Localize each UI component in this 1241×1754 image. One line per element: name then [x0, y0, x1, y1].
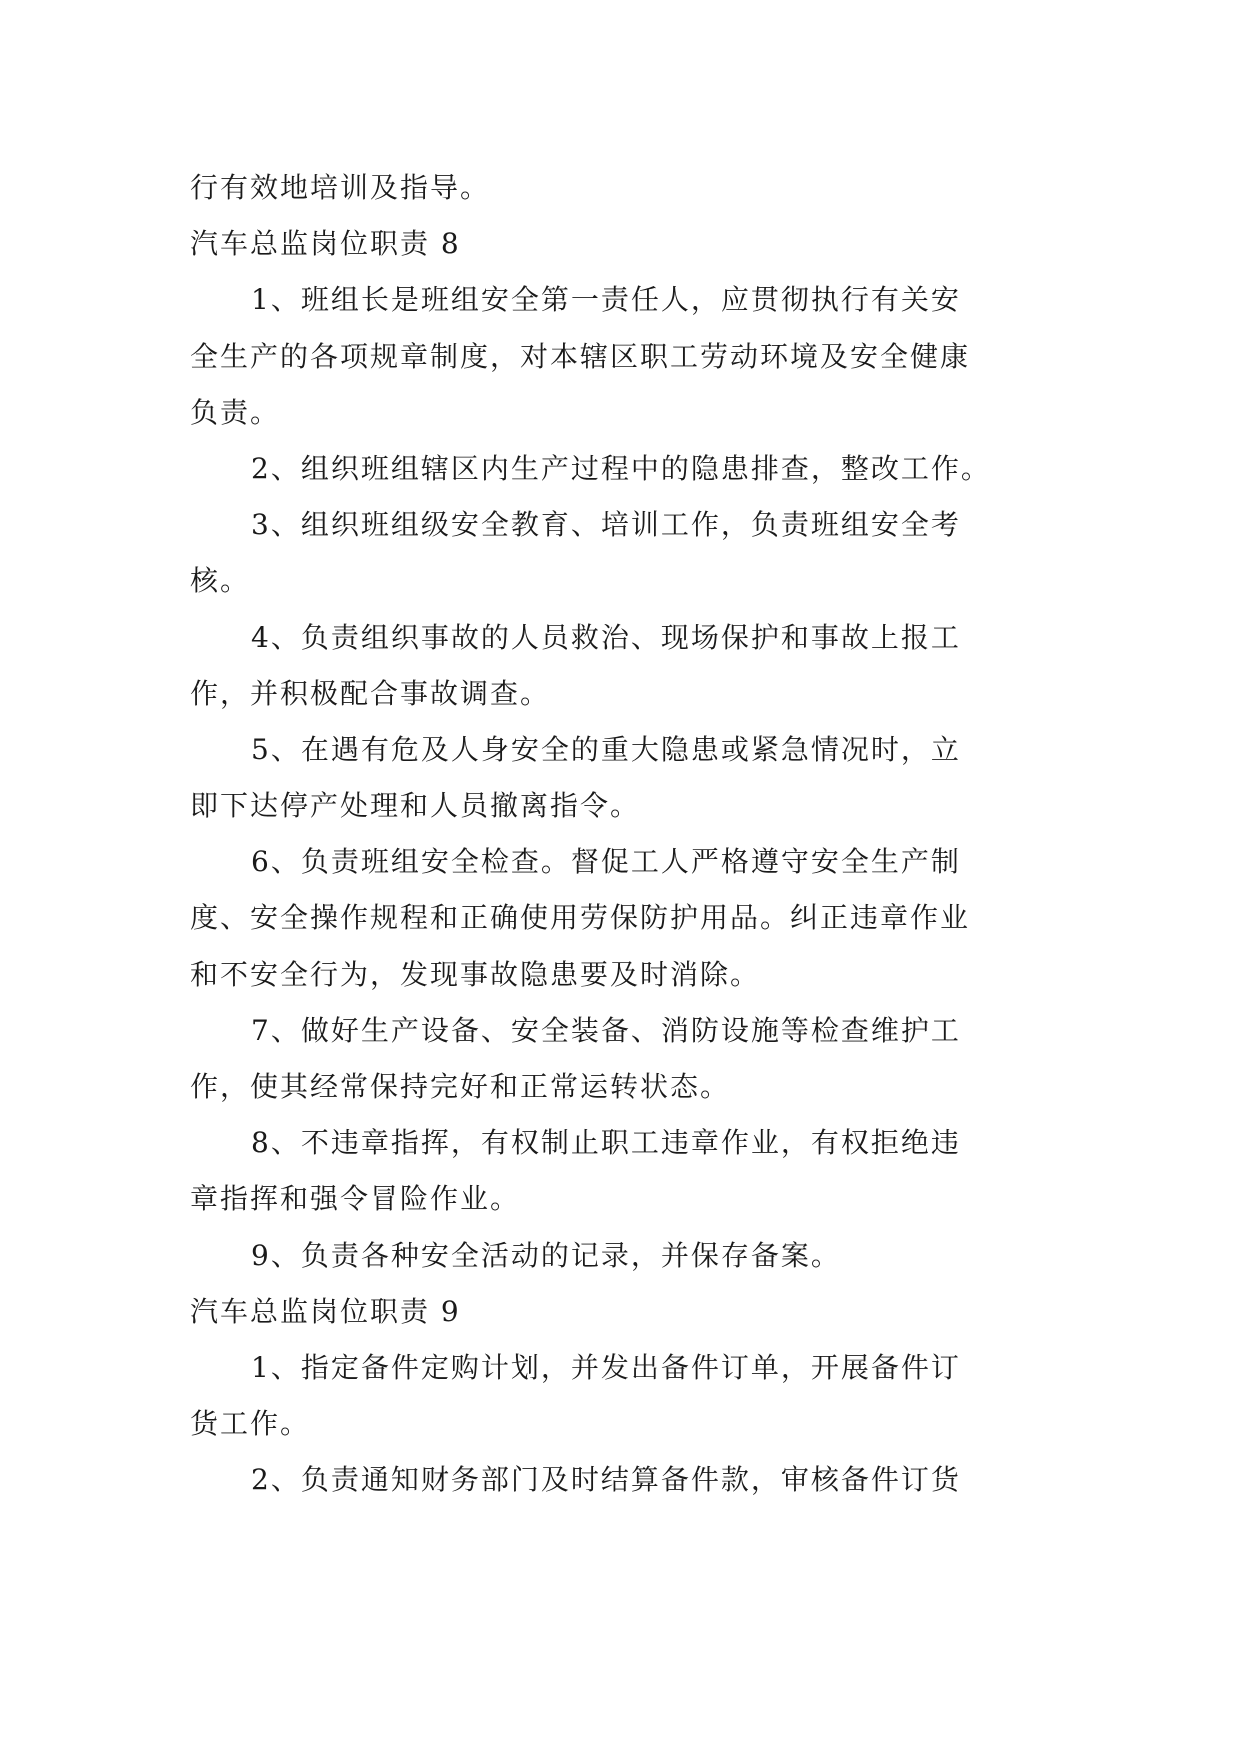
text-line: 8、不违章指挥，有权制止职工违章作业，有权拒绝违 [251, 1126, 961, 1160]
text-line: 1、指定备件定购计划，并发出备件订单，开展备件订 [251, 1350, 961, 1384]
text-line: 行有效地培训及指导。 [190, 171, 491, 204]
document-body [190, 160, 1070, 1509]
section-heading: 汽车总监岗位职责 9 [190, 1294, 461, 1328]
text-line: 2、负责通知财务部门及时结算备件款，审核备件订货 [251, 1463, 961, 1497]
text-line: 6、负责班组安全检查。督促工人严格遵守安全生产制 [251, 845, 961, 879]
text-line: 负责。 [190, 395, 281, 429]
text-line: 货工作。 [190, 1407, 311, 1441]
text-line: 作，使其经常保持完好和正常运转状态。 [190, 1070, 731, 1103]
text-line: 1、班组长是班组安全第一责任人，应贯彻执行有关安 [251, 283, 961, 317]
section-heading: 汽车总监岗位职责 8 [190, 227, 461, 261]
text-line: 4、负责组织事故的人员救治、现场保护和事故上报工 [251, 620, 961, 654]
text-line: 作，并积极配合事故调查。 [190, 676, 551, 710]
text-line: 即下达停产处理和人员撤离指令。 [190, 789, 641, 823]
text-line: 2、组织班组辖区内生产过程中的隐患排查，整改工作。 [251, 451, 991, 485]
text-line: 全生产的各项规章制度，对本辖区职工劳动环境及安全健康 [190, 339, 971, 373]
text-line: 7、做好生产设备、安全装备、消防设施等检查维护工 [251, 1013, 961, 1047]
text-line: 和不安全行为，发现事故隐患要及时消除。 [190, 957, 761, 991]
text-line: 核。 [190, 564, 251, 598]
text-line: 5、在遇有危及人身安全的重大隐患或紧急情况时，立 [251, 732, 961, 766]
text-line: 章指挥和强令冒险作业。 [190, 1182, 521, 1216]
text-line: 3、组织班组级安全教育、培训工作，负责班组安全考 [251, 508, 961, 542]
text-line: 9、负责各种安全活动的记录，并保存备案。 [251, 1238, 841, 1272]
text-line: 度、安全操作规程和正确使用劳保防护用品。纠正违章作业 [190, 901, 971, 935]
